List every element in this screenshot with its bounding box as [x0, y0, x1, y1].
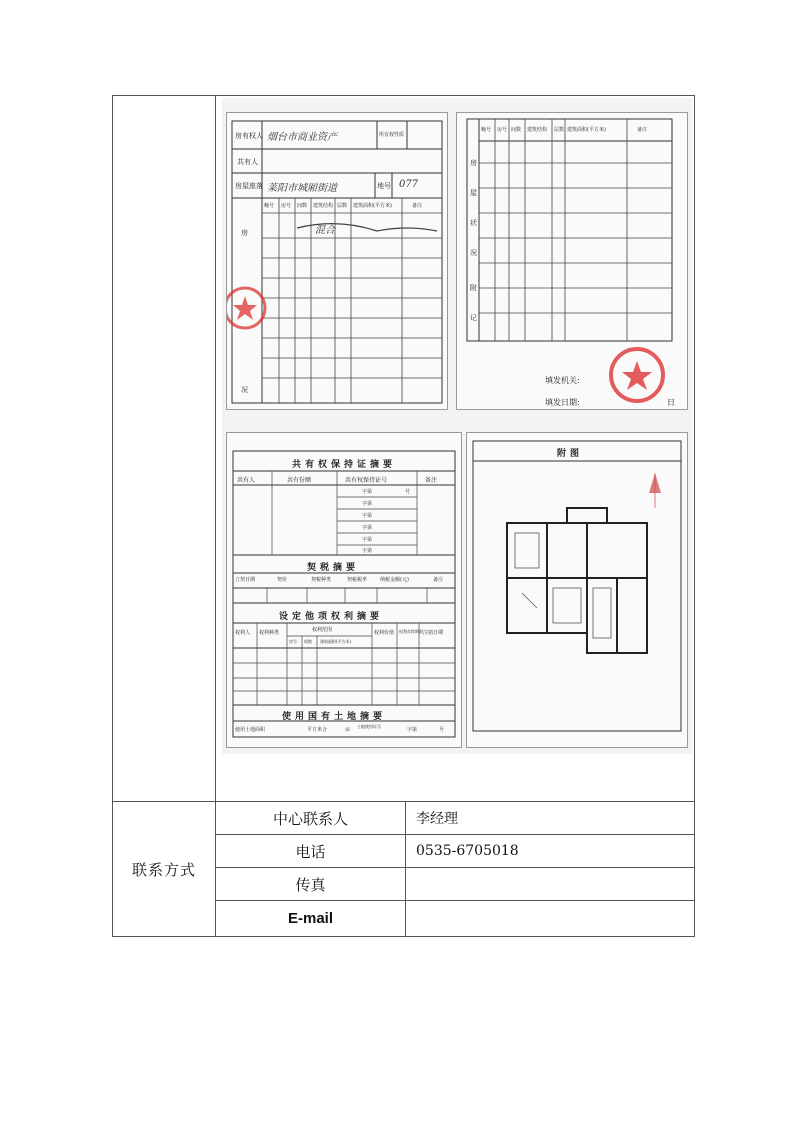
header-cell: 纳税金额(元): [380, 577, 409, 583]
section-title: 契税摘要: [307, 563, 360, 573]
co-owner-label: 共有人: [237, 158, 258, 166]
zi-label: 字第: [362, 489, 373, 495]
structure-value: 混合: [315, 225, 335, 236]
contact-label: 联系方式: [131, 861, 196, 879]
zi-label: 字第: [362, 537, 373, 543]
contact-row: [216, 868, 694, 901]
owner-value: 烟台市商业资产: [267, 132, 337, 143]
contact-key: 电话: [216, 835, 406, 867]
header-cell: 权利范围: [312, 627, 333, 633]
certificate-page-2: [456, 112, 688, 410]
contact-table: [216, 802, 694, 936]
side-label: 屋: [470, 189, 477, 197]
header-cell: 立契日期: [235, 577, 256, 583]
contact-key: 中心联系人: [216, 802, 406, 834]
land-mu-label: 亩: [345, 727, 351, 733]
contact-value: 0535-6705018: [416, 843, 519, 859]
owner-label: 房有权人: [235, 132, 263, 140]
header-cell: 共有权保持证号: [345, 477, 388, 484]
location-value: 莱阳市城厢街道: [267, 183, 337, 194]
page-2-grid: [457, 113, 688, 410]
subheader-cell: 建筑面积(平方米): [320, 639, 352, 644]
header-cell: 权利人: [235, 630, 251, 636]
land-zi-label: 字第: [407, 727, 418, 733]
zi-label: 字第: [362, 525, 373, 531]
header-cell: 注销日期: [423, 630, 444, 636]
side-label: 附: [470, 284, 477, 292]
land-unit-label: 平方米合: [307, 727, 328, 733]
header-cell: 层数: [337, 203, 348, 209]
header-cell: 建筑结构: [527, 127, 548, 133]
header-cell: 备注: [425, 477, 438, 484]
side-label: 房: [470, 159, 477, 167]
header-cell: 权利存续期限: [399, 629, 423, 634]
side-label: 况: [241, 386, 248, 394]
subheader-cell: 房号: [289, 639, 297, 644]
header-cell: 权利价值: [374, 630, 395, 636]
issue-date-label: 填发日期:: [545, 398, 580, 407]
header-cell: 契税种类: [311, 577, 332, 583]
side-label: 记: [470, 314, 477, 322]
lot-value: 077: [399, 179, 419, 190]
header-cell: 权利种类: [259, 630, 280, 636]
land-area-label: 使用土地面积: [235, 727, 266, 733]
header-cell: 备注: [412, 203, 423, 209]
header-cell: 建筑面积(平方米): [567, 127, 606, 133]
floor-plan-drawing: [467, 433, 688, 748]
contact-key: E-mail: [216, 901, 406, 936]
header-cell: 建筑结构: [313, 203, 334, 209]
contact-value: 李经理: [416, 811, 458, 827]
header-cell: 幢号: [264, 203, 275, 209]
issuer-label: 填发机关:: [545, 376, 580, 385]
location-label: 房屋座落: [235, 182, 263, 190]
header-cell: 房号: [281, 203, 292, 209]
header-cell: 间数: [297, 203, 308, 209]
certificate-page-4: [466, 432, 688, 748]
zi-label: 字第: [362, 548, 373, 554]
section-title: 使用国有土地摘要: [282, 712, 387, 722]
issue-date-suffix: 日: [667, 398, 675, 407]
header-cell: 备注: [433, 577, 444, 583]
header-cell: 层数: [554, 127, 565, 133]
zi-label: 字第: [362, 501, 373, 507]
hao-label: 号: [405, 489, 411, 495]
side-label: 房: [241, 229, 248, 237]
header-cell: 建筑面积(平方米): [353, 203, 392, 209]
lot-label: 地号: [377, 182, 391, 190]
certificate-page-1: [226, 112, 448, 410]
header-cell: 契价: [277, 577, 288, 583]
contact-row: [216, 802, 694, 835]
contact-row: [216, 901, 694, 936]
header-cell: 房号: [497, 127, 508, 133]
scanned-certificate-image: [222, 98, 692, 754]
section-title: 共有权保持证摘要: [292, 460, 397, 470]
subheader-cell: 间数: [304, 639, 312, 644]
header-cell: 备注: [637, 127, 648, 133]
header-cell: 共有份额: [287, 477, 312, 484]
header-cell: 共有人: [237, 477, 256, 484]
contact-row: [216, 835, 694, 868]
side-label: 况: [470, 249, 477, 257]
land-cert-label: 土地使用证号: [357, 724, 381, 729]
header-cell: 契税税率: [347, 577, 368, 583]
zi-label: 字第: [362, 513, 373, 519]
floor-plan-title: 附图: [557, 449, 584, 459]
owner-type-label: 所有权性质: [379, 132, 405, 138]
certificate-page-3: [226, 432, 462, 748]
land-hao-label: 号: [439, 727, 445, 733]
page-1-grid: [227, 113, 448, 410]
header-cell: 间数: [511, 127, 522, 133]
side-label: 状: [470, 219, 477, 227]
contact-key: 传真: [216, 868, 406, 900]
header-cell: 幢号: [481, 127, 492, 133]
section-title: 设定他项权利摘要: [279, 612, 384, 622]
